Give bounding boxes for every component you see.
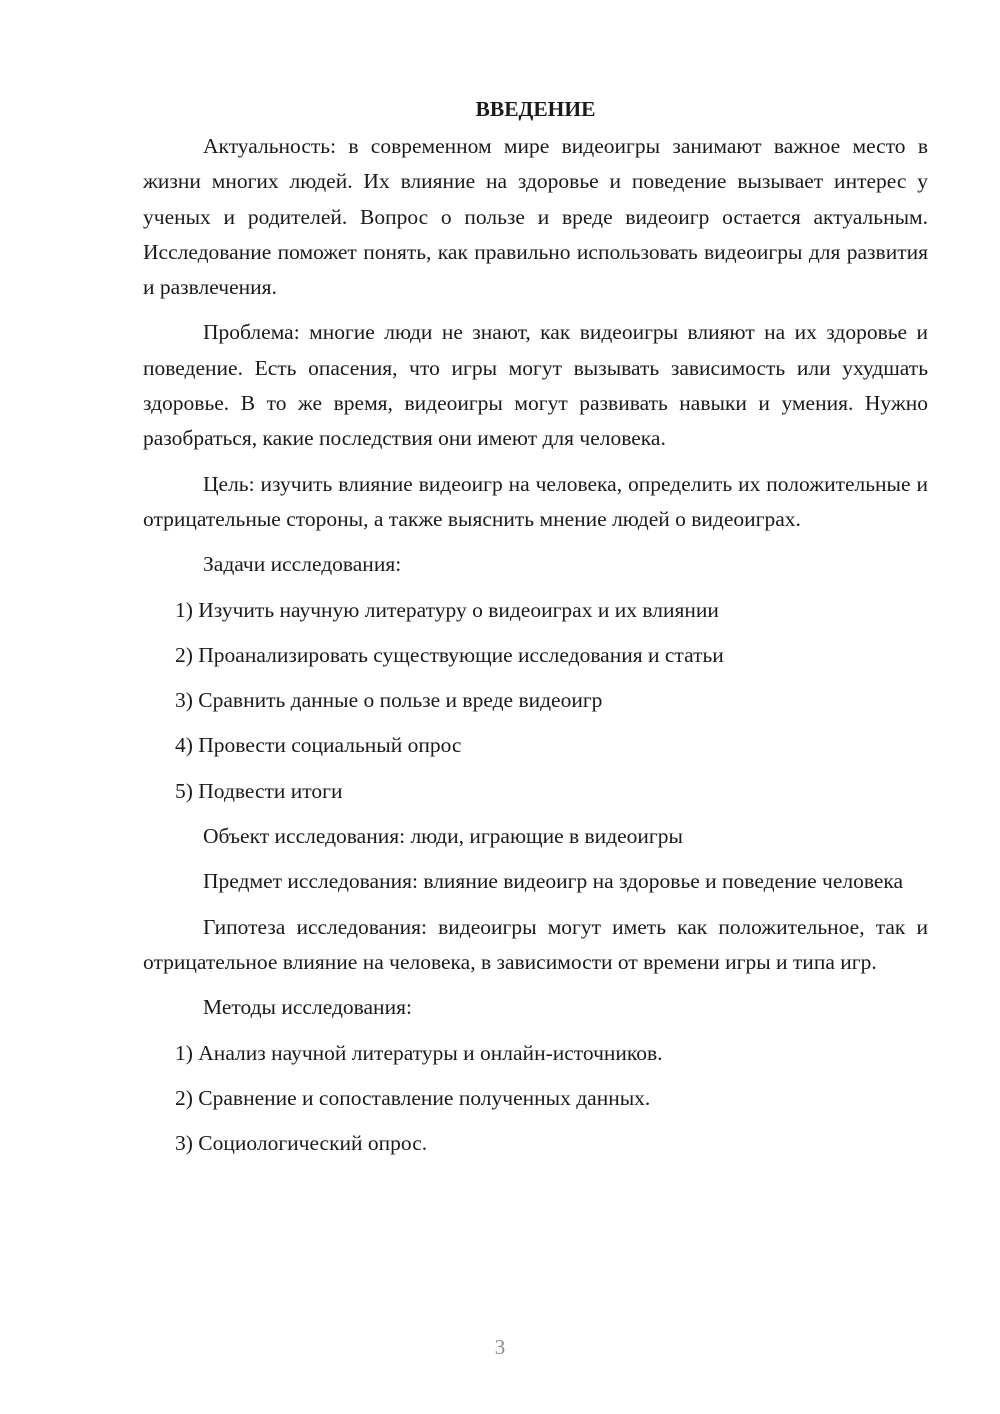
relevance-paragraph: Актуальность: в современном мире видеоигры занимают важное место в жизни многих людей. Их влияние на здоровье и поведение вызывает интерес у ученых и родителей. Вопрос о пользе и вреде видеоигр остается актуальным. Исследование поможет понять, как правильно использовать видеоигры для развития и развлечения. [143,134,928,300]
list-item: 1) Анализ научной литературы и онлайн-источников. [175,1040,663,1065]
list-item: 4) Провести социальный опрос [175,733,462,758]
tasks-heading: Задачи исследования: [203,552,402,577]
methods-heading: Методы исследования: [203,995,412,1020]
tasks-list [143,593,928,809]
methods-list [143,1036,928,1162]
section-title: ВВЕДЕНИЕ [475,97,596,121]
object-line: Объект исследования: люди, играющие в видеоигры [203,824,683,849]
list-item: 2) Сравнение и сопоставление полученных данных. [175,1085,651,1110]
page-number: 3 [494,1335,506,1359]
hypothesis-paragraph: Гипотеза исследования: видеоигры могут иметь как положительное, так и отрицательное влияние на человека, в зависимости от времени игры и типа игр. [143,914,928,974]
list-item: 2) Проанализировать существующие исследования и статьи [175,642,724,667]
list-item: 5) Подвести итоги [175,778,343,803]
subject-paragraph: Предмет исследования: влияние видеоигр на здоровье и поведение человека [203,869,904,894]
goal-paragraph: Цель: изучить влияние видеоигр на человека, определить их положительные и отрицательные стороны, а также выяснить мнение людей о видеоиграх. [143,471,928,531]
list-item: 3) Сравнить данные о пользе и вреде видеоигр [175,688,603,713]
list-item: 1) Изучить научную литературу о видеоиграх и их влиянии [175,597,719,622]
list-item: 3) Социологический опрос. [175,1131,428,1156]
problem-paragraph: Проблема: многие люди не знают, как видеоигры влияют на их здоровье и поведение. Есть опасения, что игры могут вызывать зависимость или ухудшать здоровье. В то же время, видеоигры могут развивать навыки и умения. Нужно разобраться, какие последствия они имеют для человека. [143,320,928,451]
document-page [143,92,928,1171]
